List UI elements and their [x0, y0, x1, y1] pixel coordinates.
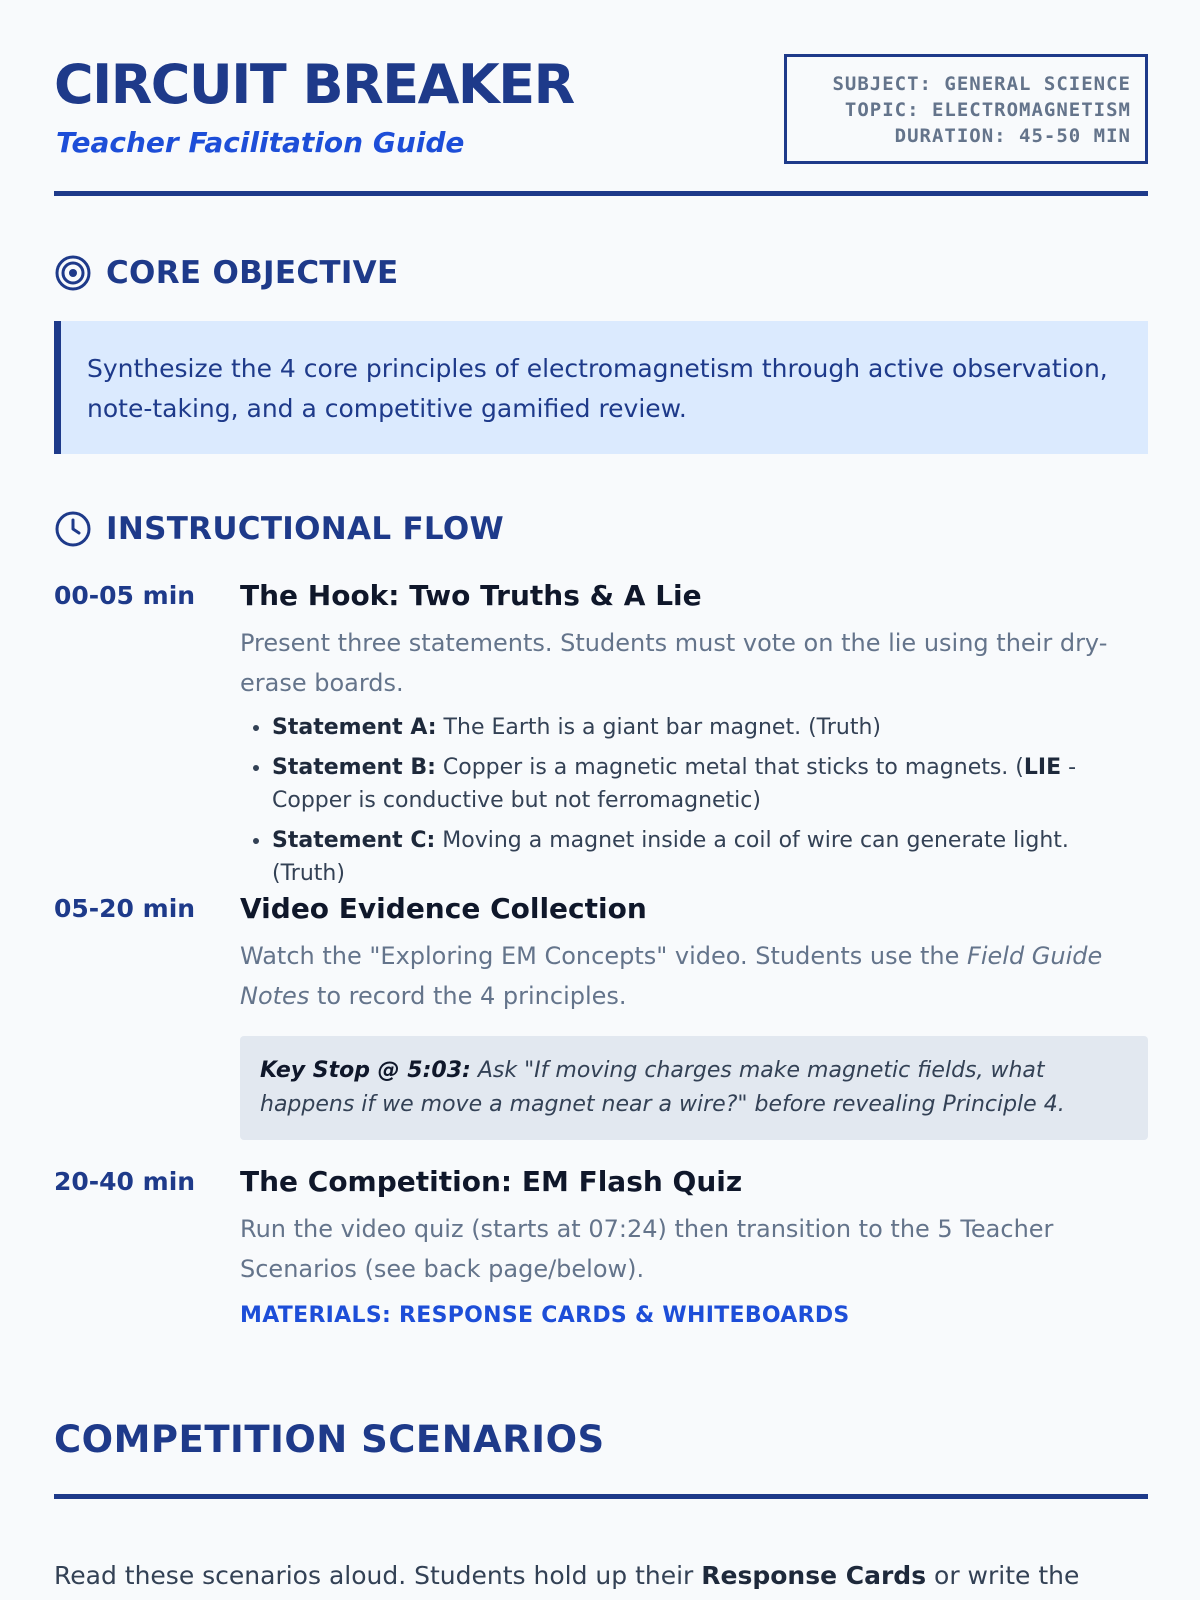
- list-item: • Statement A: The Earth is a giant bar magnet. (Truth): [272, 711, 1148, 744]
- clock-icon: [54, 510, 92, 548]
- core-objective-title: CORE OBJECTIVE: [106, 255, 399, 291]
- flow-title: The Hook: Two Truths & A Lie: [240, 579, 702, 612]
- instructional-flow-title: INSTRUCTIONAL FLOW: [106, 511, 505, 547]
- competition-scenarios-title: COMPETITION SCENARIOS: [54, 1418, 605, 1461]
- meta-topic: TOPIC: ELECTROMAGNETISM: [844, 99, 1131, 121]
- list-item: • Statement B: Copper is a magnetic metal that sticks to magnets. (LIE - Copper is conductive but not ferromagnetic): [272, 751, 1148, 817]
- flow-body: [240, 581, 1148, 897]
- competition-divider: [54, 1494, 1148, 1499]
- flow-time: 05-20 min: [54, 894, 196, 923]
- core-objective-heading: [54, 254, 398, 292]
- flow-body: [240, 894, 1148, 1140]
- meta-duration: DURATION: 45-50 MIN: [894, 125, 1131, 147]
- header: [54, 0, 1148, 200]
- flow-description: Present three statements. Students must vote on the lie using their dry-erase boards.: [240, 629, 1108, 697]
- flow-time: 20-40 min: [54, 1167, 196, 1196]
- flow-title: The Competition: EM Flash Quiz: [240, 1165, 743, 1198]
- flow-time: 00-05 min: [54, 581, 196, 610]
- competition-intro: Read these scenarios aloud. Students hold up their Response Cards or write the: [54, 1561, 1080, 1590]
- flow-description: Run the video quiz (starts at 07:24) then transition to the 5 Teacher Scenarios (see back page/below).: [240, 1215, 1054, 1283]
- header-divider: [54, 191, 1148, 196]
- list-item: • Statement C: Moving a magnet inside a coil of wire can generate light. (Truth): [272, 824, 1148, 890]
- flow-title: Video Evidence Collection: [240, 892, 647, 925]
- target-icon: [54, 254, 92, 292]
- objective-callout: Synthesize the 4 core principles of electromagnetism through active observation, note-taking, and a competitive gamified review.: [54, 321, 1148, 454]
- page-subtitle: Teacher Facilitation Guide: [56, 126, 465, 159]
- instructional-flow-heading: [54, 510, 504, 548]
- flow-description: Watch the "Exploring EM Concepts" video. Students use the Field Guide Notes to record the 4 principles.: [240, 942, 1103, 1010]
- flow-body: [240, 1167, 1148, 1328]
- facilitation-guide-page: [54, 0, 1148, 1590]
- materials-label: MATERIALS: RESPONSE CARDS & WHITEBOARDS: [240, 1303, 850, 1328]
- statement-list: [240, 711, 1148, 890]
- key-stop-callout: Key Stop @ 5:03: Ask "If moving charges make magnetic fields, what happens if we move a magnet near a wire?" before revealing Principle 4.: [240, 1036, 1148, 1140]
- page-title: CIRCUIT BREAKER: [54, 53, 574, 116]
- meta-subject: SUBJECT: GENERAL SCIENCE: [832, 73, 1131, 95]
- meta-info-box: [784, 54, 1148, 164]
